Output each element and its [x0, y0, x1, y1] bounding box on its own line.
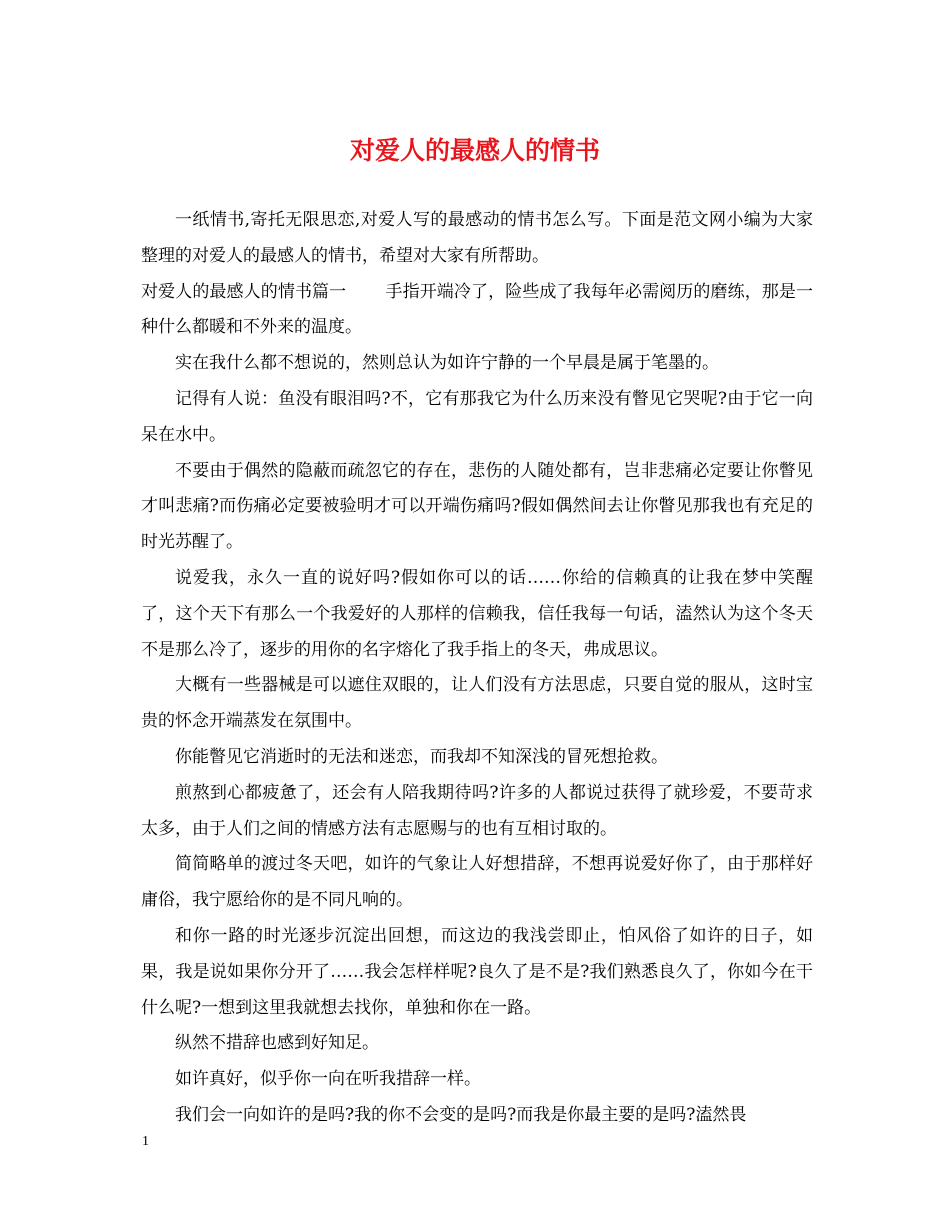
- paragraph: 实在我什么都不想说的，然则总认为如许宁静的一个早晨是属于笔墨的。: [175, 353, 719, 374]
- paragraph: 说爱我，永久一直的说好吗?假如你可以的话……你给的信赖真的让我在梦中笑醒了，这个天下有那么一个我爱好的人那样的信赖我，信任我每一句话，溘然认为这个冬天不是那么冷了，逐步的用你的名字熔化了我手指上的冬天，弗成思议。: [141, 567, 813, 660]
- paragraph: 如许真好，似乎你一向在听我措辞一样。: [175, 1069, 481, 1090]
- section-heading: 对爱人的最感人的情书篇一: [141, 281, 347, 302]
- document-title: 对爱人的最感人的情书: [349, 136, 600, 165]
- paragraph-section-one: [141, 275, 813, 347]
- paragraph: 和你一路的时光逐步沉淀出回想，而这边的我浅尝即止，怕风俗了如许的日子，如果，我是说如果你分开了……我会怎样样呢?良久了是不是?我们熟悉良久了，你如今在干什么呢?一想到这里我就想去找你，单独和你在一路。: [141, 925, 813, 1018]
- paragraph: 煎熬到心都疲惫了，还会有人陪我期待吗?许多的人都说过获得了就珍爱，不要苛求太多，由于人们之间的情感方法有志愿赐与的也有互相讨取的。: [141, 782, 813, 839]
- document-body: [141, 203, 813, 1134]
- section-one-text: 手指开端冷了，险些成了我每年必需阅历的磨练，那是一种什么都暖和不外来的温度。: [141, 281, 814, 338]
- paragraph: 我们会一向如许的是吗?我的你不会变的是吗?而我是你最主要的是吗?溘然畏: [175, 1104, 747, 1125]
- paragraph: 简简略单的渡过冬天吧，如许的气象让人好想措辞，不想再说爱好你了，由于那样好庸俗，我宁愿给你的是不同凡响的。: [141, 854, 813, 911]
- paragraph-intro: 一纸情书,寄托无限思恋,对爱人写的最感动的情书怎么写。下面是范文网小编为大家整理的对爱人的最感人的情书，希望对大家有所帮助。: [141, 210, 813, 266]
- paragraph: 纵然不措辞也感到好知足。: [175, 1033, 379, 1054]
- paragraph: 记得有人说：鱼没有眼泪吗?不，它有那我它为什么历来没有瞥见它哭呢?由于它一向呆在水中。: [141, 388, 813, 445]
- paragraph: 不要由于偶然的隐蔽而疏忽它的存在，悲伤的人随处都有，岂非悲痛必定要让你瞥见才叫悲痛?而伤痛必定要被验明才可以开端伤痛吗?假如偶然间去让你瞥见那我也有充足的时光苏醒了。: [141, 460, 813, 553]
- paragraph: 你能瞥见它消逝时的无法和迷恋，而我却不知深浅的冒死想抢救。: [175, 746, 668, 767]
- page-number: 1: [142, 1134, 149, 1149]
- paragraph: 大概有一些器械是可以遮住双眼的，让人们没有方法思虑，只要自觉的服从，这时宝贵的怀念开端蒸发在氛围中。: [141, 675, 813, 732]
